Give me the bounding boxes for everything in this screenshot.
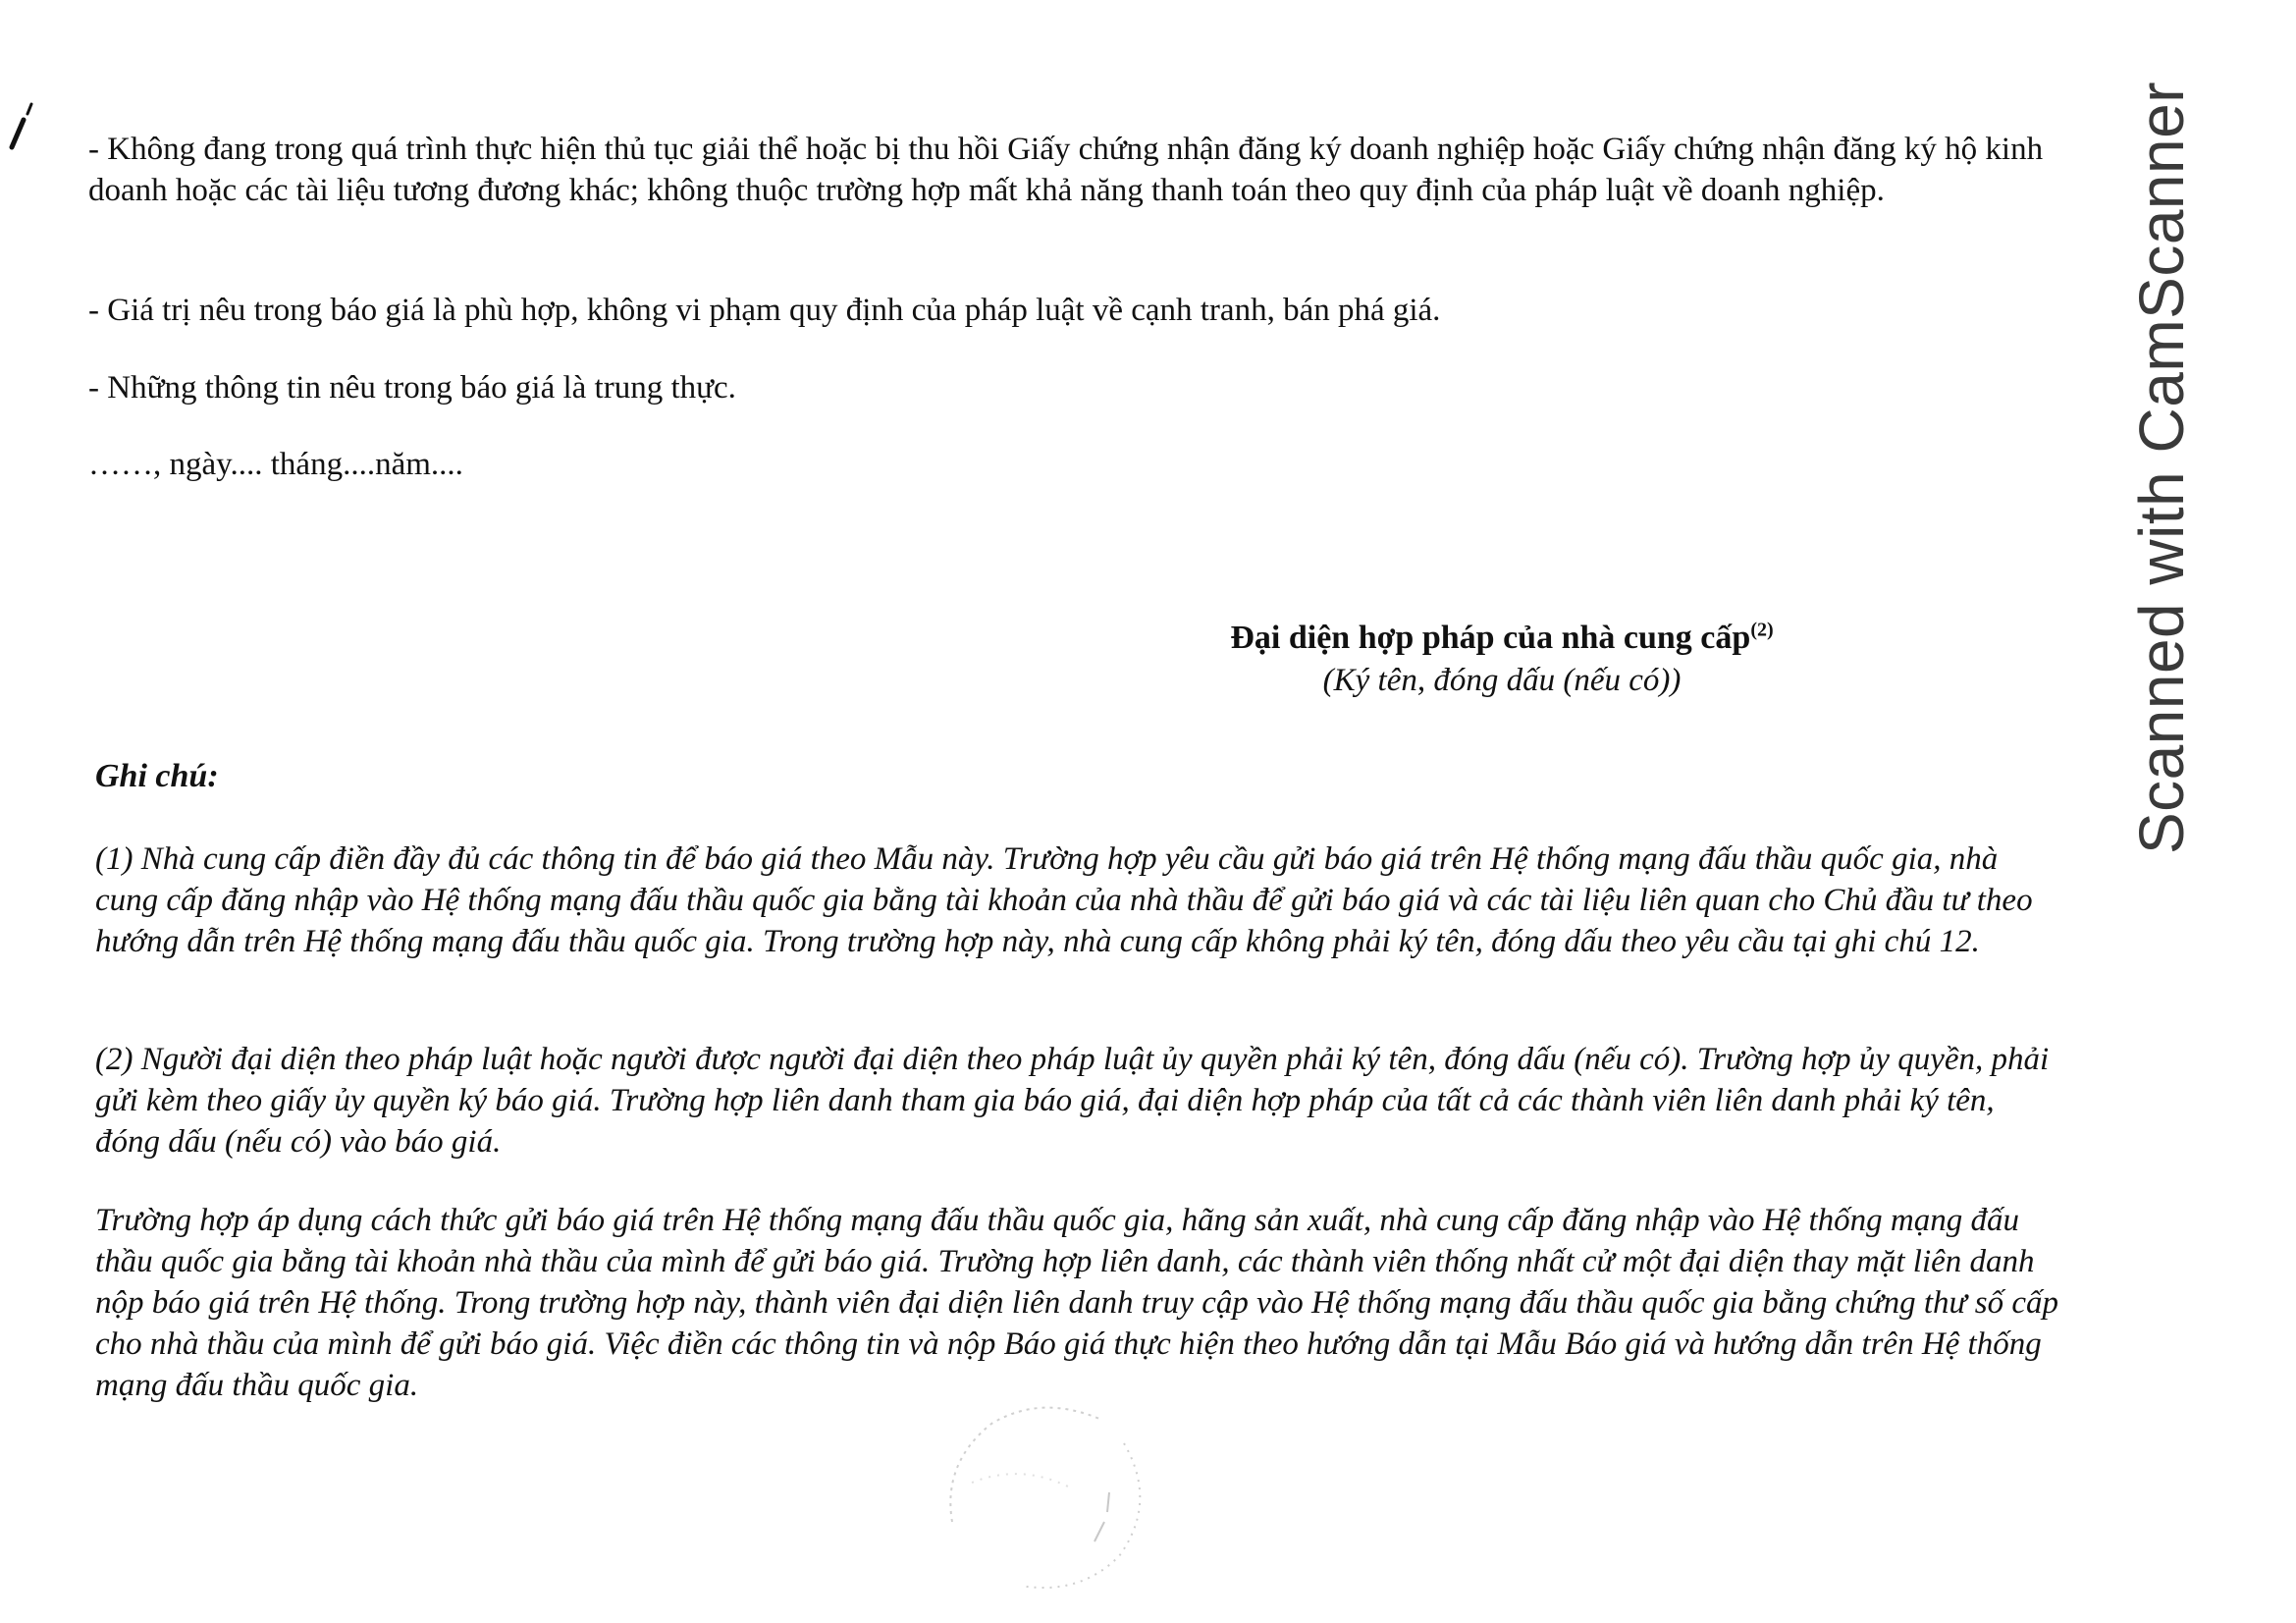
camscanner-watermark: Scanned with CamScanner: [2126, 81, 2197, 854]
signature-title: [1109, 617, 1895, 660]
date-line: ……, ngày.... tháng....năm....: [88, 447, 463, 482]
note-1: (1) Nhà cung cấp điền đầy đủ các thông tin để báo giá theo Mẫu này. Trường hợp yêu cầu gửi báo giá trên Hệ thống mạng đấu thầu quốc gia, nhà cung cấp đăng nhập vào Hệ thống mạng đấu thầu quốc gia bằng tài khoản của nhà thầu để gửi báo giá và các tài liệu liên quan cho Chủ đầu tư theo hướng dẫn trên Hệ thống mạng đấu thầu quốc gia. Trong trường hợp này, nhà cung cấp không phải ký tên, đóng dấu theo yêu cầu tại ghi chú 12.: [95, 841, 2033, 959]
condition-paragraph-honesty: - Những thông tin nêu trong báo giá là trung thực.: [88, 370, 736, 406]
note-2: (2) Người đại diện theo pháp luật hoặc người được người đại diện theo pháp luật ủy quyền phải ký tên, đóng dấu (nếu có). Trường hợp ủy quyền, phải gửi kèm theo giấy ủy quyền ký báo giá. Trường hợp liên danh tham gia báo giá, đại diện hợp pháp của tất cả các thành viên liên danh phải ký tên, đóng dấu (nếu có) vào báo giá.: [95, 1042, 2050, 1160]
signature-block: [1109, 617, 1895, 701]
signature-title-text: Đại diện hợp pháp của nhà cung cấp: [1230, 620, 1751, 656]
signature-subtitle: (Ký tên, đóng dấu (nếu có)): [1322, 663, 1682, 698]
note-3: Trường hợp áp dụng cách thức gửi báo giá trên Hệ thống mạng đấu thầu quốc gia, hãng sản xuất, nhà cung cấp đăng nhập vào Hệ thống mạng đấu thầu quốc gia bằng tài khoản nhà thầu của mình để gửi báo giá. Trường hợp liên danh, các thành viên thống nhất cử một đại diện thay mặt liên danh nộp báo giá trên Hệ thống. Trong trường hợp này, thành viên đại diện liên danh truy cập vào Hệ thống mạng đấu thầu quốc gia bằng chứng thư số cấp cho nhà thầu của mình để gửi báo giá. Việc điền các thông tin và nộp Báo giá thực hiện theo hướng dẫn tại Mẫu Báo giá và hướng dẫn trên Hệ thống mạng đấu thầu quốc gia.: [95, 1203, 2058, 1403]
faded-stamp-icon: [913, 1375, 1168, 1600]
notes-heading: Ghi chú:: [95, 758, 219, 794]
condition-paragraph-price: - Giá trị nêu trong báo giá là phù hợp, không vi phạm quy định của pháp luật về cạnh tranh, bán phá giá.: [88, 293, 1441, 328]
signature-footnote-ref: (2): [1750, 619, 1774, 641]
condition-paragraph-dissolution: - Không đang trong quá trình thực hiện thủ tục giải thể hoặc bị thu hồi Giấy chứng nhận đăng ký doanh nghiệp hoặc Giấy chứng nhận đăng ký hộ kinh doanh hoặc các tài liệu tương đương khác; không thuộc trường hợp mất khả năng thanh toán theo quy định của pháp luật về doanh nghiệp.: [88, 132, 2044, 208]
pen-mark-icon: [2, 98, 41, 157]
